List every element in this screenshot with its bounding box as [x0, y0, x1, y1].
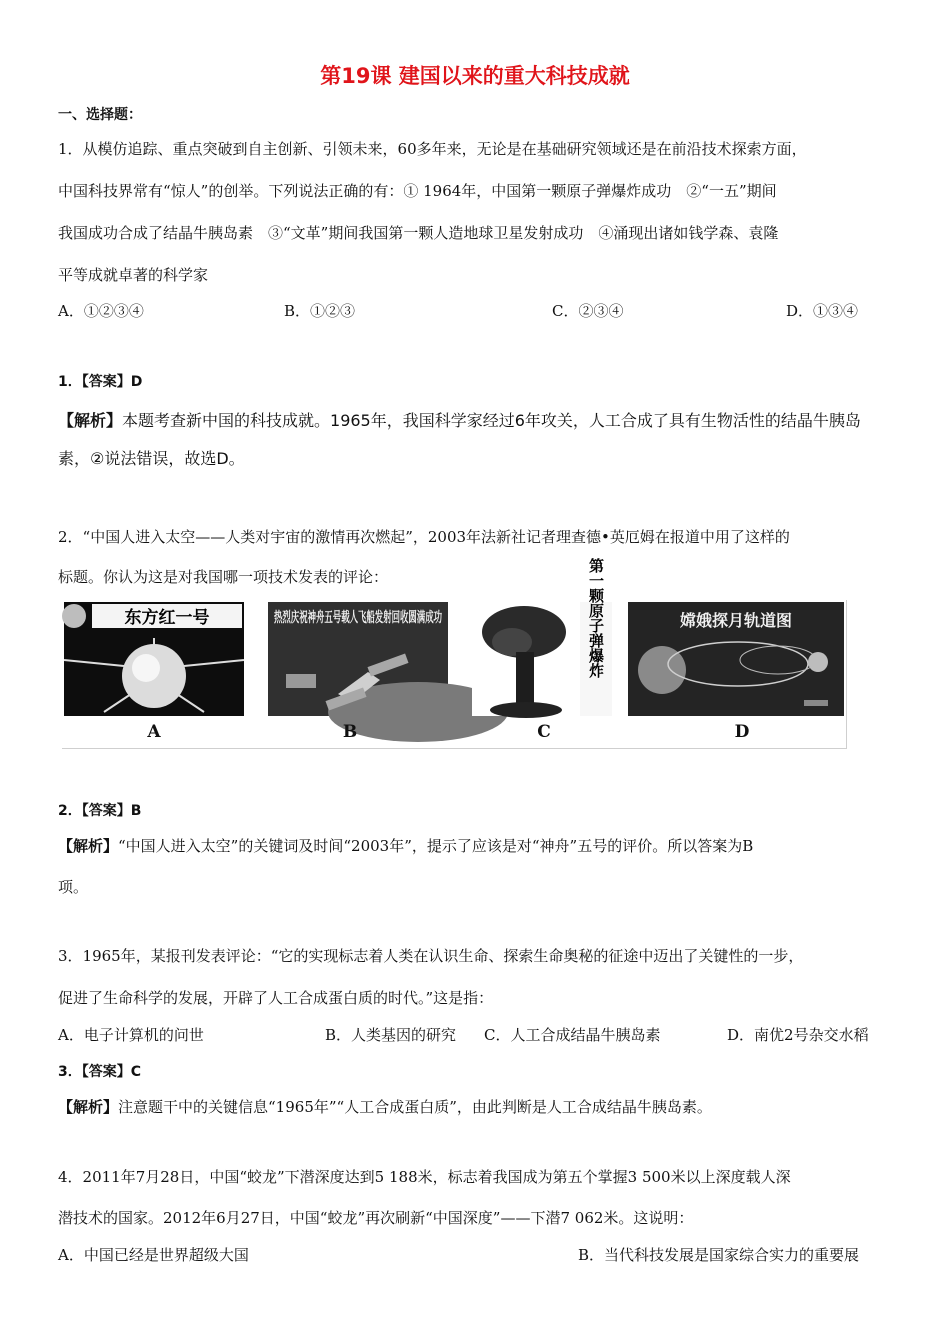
- analysis-text: 本题考查新中国的科技成就。1965年，我国科学家经过6年攻关，人工合成了具有生物活性的结晶牛胰岛: [122, 411, 861, 430]
- q1-stem-line: 1．从模仿追踪、重点突破到自主创新、引领未来，60多年来，无论是在基础研究领域还是在前沿技术探索方面，: [58, 140, 807, 158]
- image-label-c: C: [537, 722, 551, 742]
- q3-option-c: C．人工合成结晶牛胰岛素: [484, 1026, 661, 1044]
- analysis-text: “中国人进入太空”的关键词及时间“2003年”，提示了应该是对“神舟”五号的评价。所以答案为B: [118, 837, 754, 855]
- q2-analysis-cont: 项。: [58, 878, 89, 896]
- q2-stem-line: 2．“中国人进入太空——人类对宇宙的激情再次燃起”，2003年法新社记者理查德•英厄姆在报道中用了这样的: [58, 528, 790, 546]
- image-dongfanghong: [64, 602, 244, 716]
- page-title: 第19课 建国以来的重大科技成就: [320, 64, 630, 88]
- image-label-b: B: [342, 722, 358, 742]
- q2-answer: 2．【答案】B: [58, 803, 142, 819]
- analysis-tag: 【解析】: [58, 411, 123, 430]
- q1-stem-line: 平等成就卓著的科学家: [58, 266, 209, 284]
- q3-option-d: D．南优2号杂交水稻: [727, 1026, 869, 1044]
- q4-stem-line: 4．2011年7月28日，中国“蛟龙”下潜深度达到5 188米，标志着我国成为第五个掌握3 500米以上深度载人深: [58, 1168, 791, 1186]
- q1-stem-line: 中国科技界常有“惊人”的创举。下列说法正确的有：① 1964年，中国第一颗原子弹爆炸成功 ②“一五”期间: [58, 182, 777, 200]
- q3-stem-line: 促进了生命科学的发展，开辟了人工合成蛋白质的时代。”这是指：: [58, 989, 494, 1007]
- q4-option-b: B．当代科技发展是国家综合实力的重要展: [578, 1246, 860, 1264]
- q1-option-c: C．②③④: [552, 302, 624, 320]
- q1-analysis-cont: 素，②说法错误，故选D。: [58, 449, 245, 468]
- q3-option-b: B．人类基因的研究: [325, 1026, 457, 1044]
- satellite-illustration: [64, 602, 244, 716]
- q3-analysis: [58, 1096, 712, 1118]
- image-atomic-bomb: [472, 558, 612, 716]
- image-caption: 东方红一号: [124, 608, 210, 628]
- spacecraft-illustration: [268, 602, 554, 716]
- q1-option-d: D．①③④: [786, 302, 859, 320]
- image-label-d: D: [734, 722, 750, 742]
- q1-option-a: A．①②③④: [58, 302, 144, 320]
- q4-stem-line: 潜技术的国家。2012年6月27日，中国“蛟龙”再次刷新“中国深度”——下潜7 062米。这说明：: [58, 1209, 694, 1227]
- q1-stem-line: 我国成功合成了结晶牛胰岛素 ③“文革”期间我国第一颗人造地球卫星发射成功 ④涌现出诸如钱学森、袁隆: [58, 224, 779, 242]
- mushroom-cloud-illustration: [472, 558, 612, 716]
- analysis-tag: 【解析】: [58, 1098, 119, 1116]
- section-heading: 一、选择题：: [58, 107, 142, 123]
- q1-option-b: B．①②③: [284, 302, 356, 320]
- q4-option-a: A．中国已经是世界超级大国: [58, 1246, 249, 1264]
- q1-analysis: [58, 410, 861, 432]
- analysis-tag: 【解析】: [58, 837, 119, 855]
- image-caption: 嫦娥探月轨道图: [679, 611, 793, 630]
- image-change-orbit: [628, 602, 844, 716]
- analysis-text: 注意题干中的关键信息“1965年”“人工合成蛋白质”，由此判断是人工合成结晶牛胰岛素。: [118, 1098, 712, 1116]
- q2-analysis: [58, 835, 753, 857]
- q2-stem-line: 标题。你认为这是对我国哪一项技术发表的评论：: [58, 568, 389, 586]
- q3-stem-line: 3．1965年，某报刊发表评论：“它的实现标志着人类在认识生命、探索生命奥秘的征途中迈出了关键性的一步，: [58, 947, 804, 965]
- image-shenzhou5: [268, 602, 554, 716]
- q3-option-a: A．电子计算机的问世: [58, 1026, 204, 1044]
- image-caption: 热烈庆祝神舟五号载人飞船发射回收圆满成功: [274, 610, 554, 626]
- image-label-a: A: [147, 722, 161, 742]
- lunar-orbit-illustration: [628, 602, 844, 716]
- q3-answer: 3．【答案】C: [58, 1064, 142, 1080]
- q1-answer: 1．【答案】D: [58, 374, 143, 390]
- image-caption: 第一颗原子弹爆炸: [587, 558, 605, 678]
